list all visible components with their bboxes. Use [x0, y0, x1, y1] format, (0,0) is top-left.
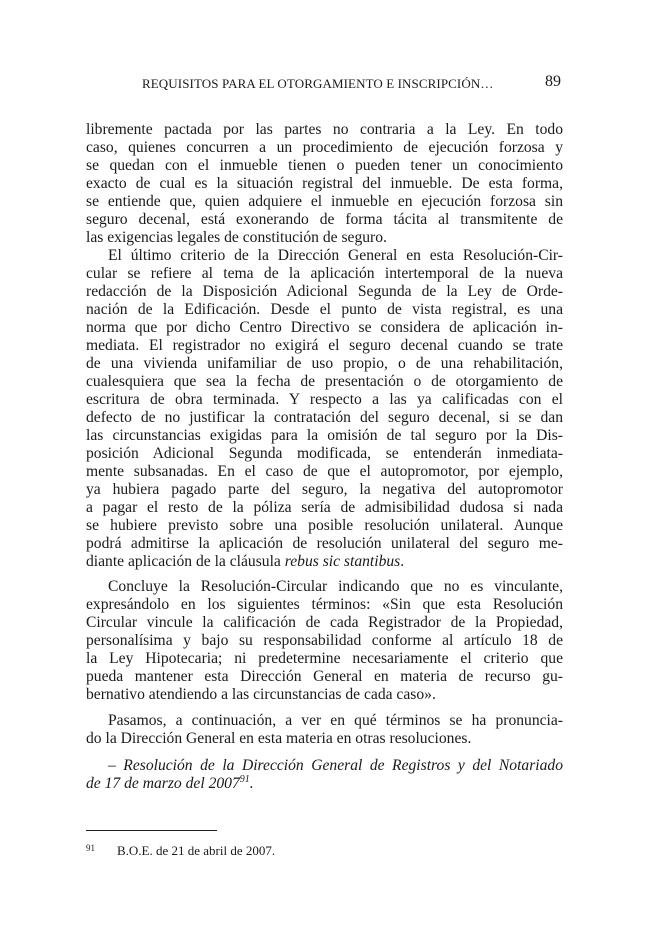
text-line	[86, 157, 563, 175]
footnote-number: 91	[86, 843, 95, 853]
section-heading-resolution	[86, 757, 563, 793]
text-line	[86, 553, 563, 571]
line-text: expresándolo en los siguientes términos: «Sin que esta Resolución	[86, 596, 563, 613]
line-text: las exigencias legales de constitución de seguro.	[86, 229, 387, 246]
text-line	[86, 193, 563, 211]
line-text: Circular vincule la calificación de cada Registrador de la Propiedad,	[86, 614, 563, 631]
footnote-reference[interactable]: 91	[239, 773, 250, 785]
text-line	[86, 121, 563, 139]
line-text: de una vivienda unifamiliar de uso propio, o de una rehabilitación,	[86, 355, 563, 372]
paragraph-1	[86, 121, 563, 247]
line-text: exacto de cual es la situación registral del inmueble. De esta forma,	[86, 175, 563, 192]
text-line	[86, 265, 563, 283]
line-text: personalísima y bajo su responsabilidad conforme al artículo 18 de	[86, 632, 563, 649]
text-line	[86, 463, 563, 481]
line-text: Concluye la Resolución-Circular indicando que no es vinculante,	[108, 578, 563, 595]
text-line	[86, 757, 563, 775]
footnote	[86, 843, 275, 859]
text-line	[86, 301, 563, 319]
text-line	[86, 578, 563, 596]
latin-phrase: rebus sic stantibus	[284, 553, 401, 570]
line-text: nación de la Edificación. Desde el punto de vista registral, es una	[86, 301, 563, 318]
text-line	[86, 668, 563, 686]
text-line	[86, 211, 563, 229]
text-line	[86, 247, 563, 265]
paragraph-4	[86, 712, 563, 748]
line-text: pueda mantener esta Dirección General en materia de recurso gu-	[86, 668, 563, 685]
text-line	[86, 139, 563, 157]
text-line	[86, 427, 563, 445]
text-line	[86, 337, 563, 355]
line-text: las circunstancias exigidas para la omisión de tal seguro por la Dis-	[86, 427, 563, 444]
text-line	[86, 229, 563, 247]
text-line	[86, 445, 563, 463]
punctuation: .	[249, 775, 254, 792]
text-line	[86, 409, 563, 427]
line-text: El último criterio de la Dirección General en esta Resolución-Cir-	[108, 247, 563, 264]
text-line	[86, 632, 563, 650]
text-line	[86, 596, 563, 614]
footnote-divider	[86, 830, 217, 831]
text-line	[86, 481, 563, 499]
line-text: libremente pactada por las partes no contraria a la Ley. En todo	[86, 121, 563, 138]
running-header: REQUISITOS PARA EL OTORGAMIENTO E INSCRIPCIÓN…	[142, 76, 494, 91]
text-line	[86, 712, 563, 730]
text-line	[86, 535, 563, 553]
line-text: caso, quienes concurren a un procedimiento de ejecución forzosa y	[86, 139, 563, 156]
paragraph-3	[86, 578, 563, 704]
line-text: ya hubiera pagado parte del seguro, la negativa del autopromotor	[86, 481, 563, 498]
line-text: defecto de no justificar la contratación del seguro decenal, si se dan	[86, 409, 563, 426]
text-line	[86, 517, 563, 535]
text-line	[86, 391, 563, 409]
line-text: redacción de la Disposición Adicional Segunda de la Ley de Orde-	[86, 283, 563, 300]
text-line	[86, 355, 563, 373]
line-text: cular se refiere al tema de la aplicación intertemporal de la nueva	[86, 265, 563, 282]
text-line	[86, 614, 563, 632]
line-text: la Ley Hipotecaria; ni predetermine necesariamente el criterio que	[86, 650, 563, 667]
line-text: se entiende que, quien adquiere el inmueble en ejecución forzosa sin	[86, 193, 563, 210]
line-text: podrá admitirse la aplicación de resolución unilateral del seguro me-	[86, 535, 563, 552]
line-text: mente subsanadas. En el caso de que el autopromotor, por ejemplo,	[86, 463, 563, 480]
line-text: se quedan con el inmueble tienen o pueden tener un conocimiento	[86, 157, 563, 174]
text-line	[86, 319, 563, 337]
line-text: Pasamos, a continuación, a ver en qué términos se ha pronuncia-	[108, 712, 563, 729]
line-text: – Resolución de la Dirección General de Registros y del Notariado	[108, 757, 563, 774]
paragraph-2	[86, 247, 563, 571]
punctuation: .	[400, 553, 405, 570]
line-text: de 17 de marzo del 2007	[86, 775, 240, 792]
footnote-text: B.O.E. de 21 de abril de 2007.	[117, 843, 276, 858]
text-line	[86, 650, 563, 668]
text-line	[86, 175, 563, 193]
line-text: a pagar el resto de la póliza sería de admisibilidad dudosa si nada	[86, 499, 563, 516]
line-text: mediata. El registrador no exigirá el seguro decenal cuando se trate	[86, 337, 563, 354]
body-text	[86, 121, 563, 793]
line-text: seguro decenal, está exonerando de forma tácita al transmitente de	[86, 211, 563, 228]
text-line	[86, 686, 563, 704]
text-line	[86, 373, 563, 391]
text-line	[86, 730, 563, 748]
line-text: escritura de obra terminada. Y respecto a las ya calificadas con el	[86, 391, 563, 408]
text-line	[86, 499, 563, 517]
line-text: se hubiere previsto sobre una posible resolución unilateral. Aunque	[86, 517, 563, 534]
line-text: diante aplicación de la cláusula	[86, 553, 285, 570]
text-line	[86, 775, 563, 793]
line-text: bernativo atendiendo a las circunstancias de cada caso».	[86, 686, 436, 703]
text-line	[86, 283, 563, 301]
line-text: cualesquiera que sea la fecha de presentación o de otorgamiento de	[86, 373, 563, 390]
page-number: 89	[545, 73, 561, 90]
line-text: do la Dirección General en esta materia en otras resoluciones.	[86, 730, 472, 747]
line-text: posición Adicional Segunda modificada, se entenderán inmediata-	[86, 445, 563, 462]
line-text: norma que por dicho Centro Directivo se considera de aplicación in-	[86, 319, 563, 336]
